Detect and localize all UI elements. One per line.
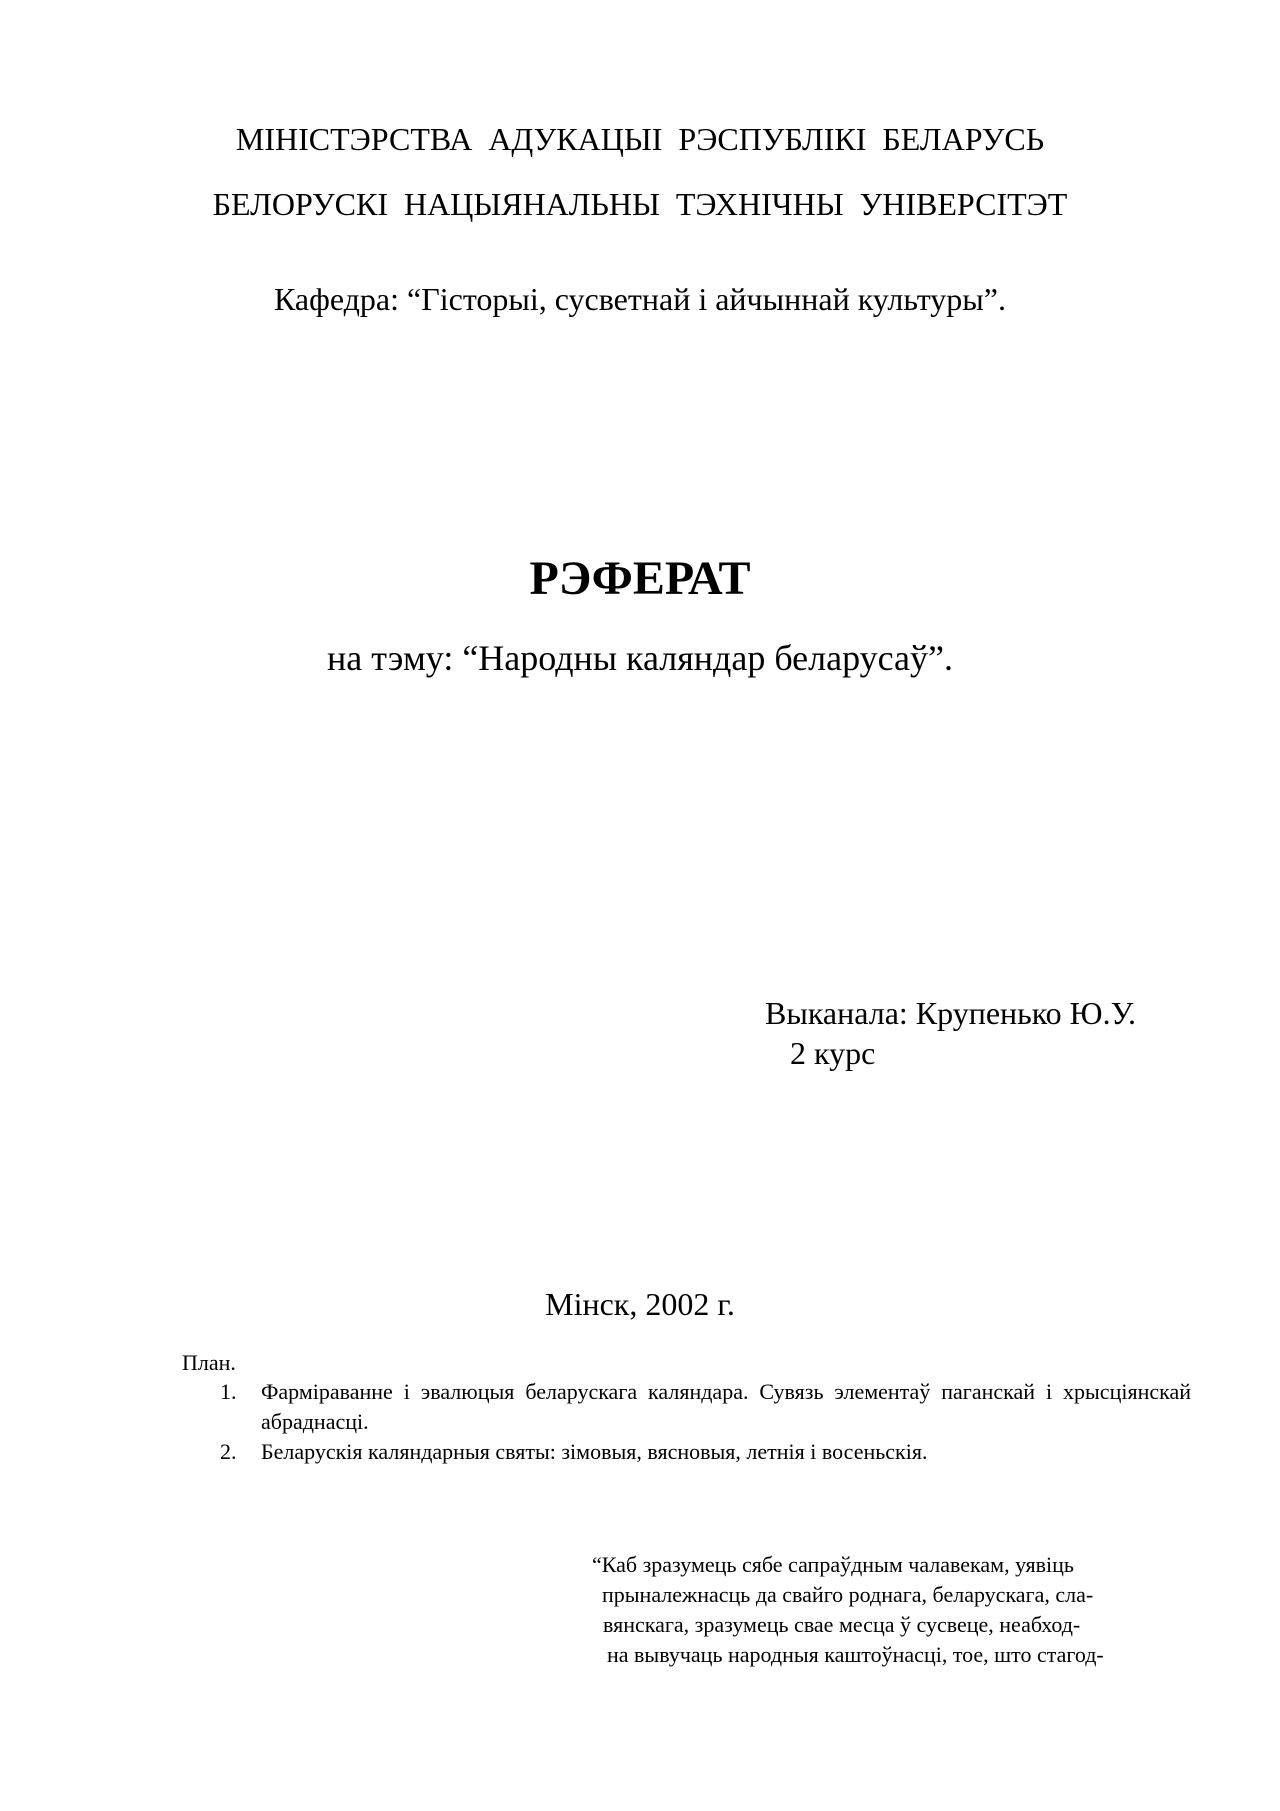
plan-item-number: 2. bbox=[220, 1439, 237, 1464]
document-title: РЭФЕРАТ bbox=[529, 552, 751, 605]
document-topic: на тэму: “Народны каляндар беларусаў”. bbox=[327, 638, 953, 678]
course-line: 2 курс bbox=[790, 1035, 876, 1071]
author-line: Выканала: Крупенько Ю.У. bbox=[765, 995, 1136, 1031]
plan-item-text: Беларускія каляндарныя святы: зімовыя, вясновыя, летнія і восеньскія. bbox=[261, 1439, 928, 1464]
epigraph-line: прыналежнасць да свайго роднага, беларускага, сла- bbox=[602, 1582, 1094, 1607]
plan-heading: План. bbox=[182, 1350, 236, 1375]
epigraph-line: вянскага, зразумець свае месца ў сусвеце, неабход- bbox=[603, 1612, 1081, 1637]
city-year: Мінск, 2002 г. bbox=[545, 1286, 735, 1322]
university-heading: БЕЛОРУСКІ НАЦЫЯНАЛЬНЫ ТЭХНІЧНЫ УНІВЕРСІТЭТ bbox=[212, 186, 1068, 222]
plan-list bbox=[0, 1377, 1280, 1467]
department-line: Кафедра: “Гісторыі, сусветнай і айчыннай культуры”. bbox=[274, 281, 1006, 317]
plan-item-number: 1. bbox=[220, 1379, 237, 1404]
epigraph-line: “Каб зразумець сябе сапраўдным чалавекам, уявіць bbox=[592, 1552, 1074, 1577]
ministry-heading: МІНІСТЭРСТВА АДУКАЦЫІ РЭСПУБЛІКІ БЕЛАРУСЬ bbox=[235, 121, 1045, 157]
plan-item-text: Фарміраванне і эвалюцыя беларускага каляндара. Сувязь элементаў паганскай і хрысціянскай абраднасці. bbox=[261, 1379, 1191, 1434]
epigraph-line: на вывучаць народныя каштоўнасці, тое, што стагод- bbox=[607, 1642, 1104, 1667]
plan-item bbox=[0, 1437, 1280, 1467]
plan-item bbox=[0, 1377, 1280, 1437]
